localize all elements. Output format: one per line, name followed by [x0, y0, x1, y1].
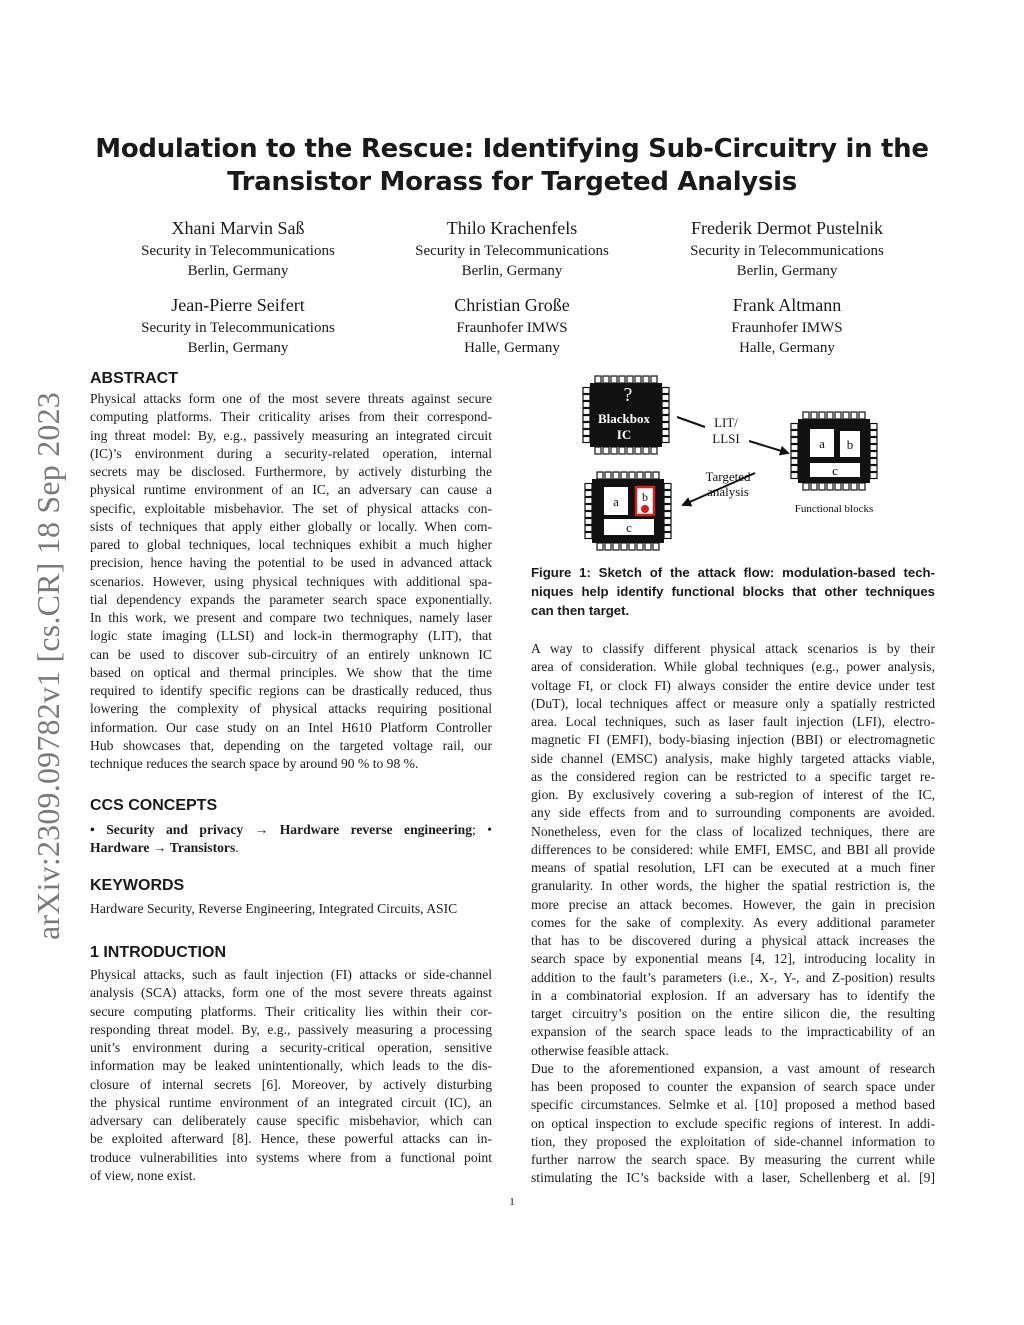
text-line: sists of techniques that apply either globally or locally. When com- — [90, 518, 492, 534]
text-line: voltage FI, or clock FI) always consider the entire device under test — [531, 677, 935, 693]
text-line: can then target. — [531, 603, 630, 618]
ccs-arrow: → — [243, 822, 280, 837]
page-number: 1 — [509, 1196, 515, 1208]
target-dot-icon — [641, 505, 649, 513]
text-line: (DuT), local techniques affect or measure only a spatially restricted — [531, 695, 935, 711]
chip-pin — [662, 388, 669, 394]
text-line: any side effects from and to surrounding components are avoided. — [531, 805, 935, 821]
text-line: computing platforms. Their criticality arises from their correspond- — [90, 409, 492, 425]
chip-pin — [843, 412, 849, 419]
chip-pin — [637, 472, 643, 479]
ccs-arrow: → — [149, 840, 170, 856]
chip-pin — [629, 472, 635, 479]
chip-pin — [662, 402, 669, 408]
intro-body-continued — [531, 640, 935, 1188]
block-c-label: c — [832, 463, 838, 478]
targeted-label-2: analysis — [707, 484, 749, 499]
chip-pin — [583, 409, 590, 415]
text-line: addition to the fault’s parameters (i.e., X-, Y-, and Z-position) results — [531, 969, 935, 985]
author-name: Frank Altmann — [732, 295, 842, 315]
text-line: of view, none exist. — [90, 1167, 196, 1183]
abstract-body — [90, 390, 492, 773]
text-line: side channel (EMSC) analysis, make highly targeted attacks viable, — [531, 750, 935, 766]
chip-pin — [662, 437, 669, 443]
text-line: in a combinatorial explosion. If an adversary has to identify the — [531, 987, 935, 1003]
block-a-label: a — [613, 494, 619, 509]
chip-pin — [827, 483, 833, 490]
chip-pin — [870, 466, 877, 472]
ccs-body — [90, 821, 492, 858]
text-line: area. Local techniques, such as laser fault injection (LFI), electro- — [531, 714, 935, 729]
chip-pin — [595, 447, 601, 454]
text-line: technique reduces the search space by around 90 % to 98 %. — [90, 756, 419, 771]
text-line: A way to classify different physical attack scenarios is by their — [531, 641, 935, 656]
chip-pin — [662, 416, 669, 422]
text-line: be exploited afterward [8]. Hence, these powerful attacks can in- — [90, 1131, 492, 1147]
chip-pin — [664, 512, 671, 518]
arrow-to-functional — [749, 441, 788, 453]
author-block — [372, 293, 652, 358]
author-name: Thilo Krachenfels — [446, 218, 578, 238]
chip-pin — [645, 472, 651, 479]
text-line: closure of internal secrets [6]. Moreover, by actively disturbing — [90, 1076, 492, 1092]
text-line: can be used to discover sub-circuitry of an entirely unknown IC — [90, 646, 492, 662]
text-line: niques help identify functional blocks that other techniques — [531, 584, 935, 599]
ccs-term: Hardware — [90, 840, 150, 856]
text-line: Physical attacks form one of the most severe threats against secure — [90, 391, 492, 406]
chip-pin — [811, 412, 817, 419]
block-a-label: a — [819, 436, 825, 451]
chip-pin — [619, 376, 625, 383]
text-line: tion, they proposed the exploitation of side-channel information to — [531, 1133, 935, 1149]
keywords-text: Hardware Security, Reverse Engineering, Integrated Circuits, ASIC — [90, 901, 458, 916]
author-affiliation: Security in Telecommunications — [690, 243, 884, 259]
text-line: target circuitry’s position on the entire silicon die, the resulting — [531, 1006, 935, 1021]
chip-pin — [585, 491, 592, 497]
text-line: granularity. In other words, the higher the spatial restriction is, the — [531, 878, 935, 894]
chip-pin — [613, 472, 619, 479]
ccs-term: Hardware reverse engineering — [279, 822, 472, 837]
title-line-1: Modulation to the Rescue: Identifying Sub-Circuitry in the — [95, 134, 929, 164]
author-affiliation: Fraunhofer IMWS — [731, 320, 843, 336]
blackbox-label-2: IC — [616, 427, 632, 442]
text-line: search space by exponential means [4, 12], introducing locality in — [531, 951, 935, 967]
author-affiliation: Security in Telecommunications — [415, 243, 609, 259]
text-line: tial dependency expands the parameter search space exponentially. — [90, 591, 492, 607]
chip-pin — [595, 376, 601, 383]
chip-pin — [635, 376, 641, 383]
intro-heading: 1 INTRODUCTION — [90, 944, 226, 961]
chip-pin — [859, 483, 865, 490]
chip-pin — [585, 519, 592, 525]
chip-pin — [870, 431, 877, 437]
chip-pin — [585, 526, 592, 532]
chip-pin — [851, 483, 857, 490]
chip-pin — [662, 395, 669, 401]
chip-pin — [585, 484, 592, 490]
ccs-term: Transistors — [169, 840, 236, 856]
chip-pin — [819, 412, 825, 419]
chip-pin — [583, 437, 590, 443]
text-line: gion. By exclusively covering a sub-region of interest of the IC, — [531, 787, 935, 802]
chip-pin — [605, 543, 611, 550]
chip-pin — [603, 376, 609, 383]
lit-label-1: LIT/ — [714, 415, 738, 430]
author-name: Christian Große — [454, 295, 570, 315]
chip-pin — [583, 430, 590, 436]
chip-pin — [613, 543, 619, 550]
chip-pin — [662, 423, 669, 429]
chip-pin — [583, 395, 590, 401]
chip-pin — [859, 412, 865, 419]
chip-pin — [662, 409, 669, 415]
chip-pin — [664, 526, 671, 532]
text-line: Hub showcases that, depending on the targeted voltage rail, our — [90, 737, 492, 753]
chip-pin — [585, 512, 592, 518]
chip-pin — [803, 483, 809, 490]
chip-pin — [870, 473, 877, 479]
text-line: the physical runtime environment of an integrated circuit (IC), an — [90, 1094, 492, 1110]
chip-pin — [645, 543, 651, 550]
chip-pin — [791, 438, 798, 444]
text-line: means of spatial resolution, LFI can be executed at a much finer — [531, 860, 935, 875]
chip-pin — [653, 472, 659, 479]
chip-pin — [583, 416, 590, 422]
chip-pin — [803, 412, 809, 419]
ccs-separator: ; • — [472, 822, 492, 837]
chip-pin — [835, 483, 841, 490]
chip-pin — [851, 412, 857, 419]
chip-pin — [791, 452, 798, 458]
author-location: Berlin, Germany — [187, 340, 289, 356]
arrow-line-to-lit — [677, 417, 705, 427]
chip-pin — [605, 472, 611, 479]
author-location: Halle, Germany — [464, 340, 560, 356]
chip-pin — [664, 498, 671, 504]
text-line: expansion of the search space leads to the impracticability of an — [531, 1024, 935, 1040]
block-b-label: b — [846, 437, 854, 452]
chip-pin — [791, 431, 798, 437]
chip-pin — [791, 424, 798, 430]
ccs-line-2 — [90, 839, 492, 857]
author-block — [647, 293, 927, 358]
text-line: analysis (SCA) attacks, form one of the most severe threats against — [90, 985, 492, 1001]
intro-body — [90, 966, 492, 1185]
title-line-2: Transistor Morass for Targeted Analysis — [227, 167, 797, 197]
chip-pin — [791, 466, 798, 472]
text-line: (IC)’s environment during a security-related operation, internal — [90, 445, 492, 461]
text-line: more precise an attack becomes. However, the gain in precision — [531, 896, 935, 912]
text-line: troduce vulnerabilities into systems where from a functional point — [90, 1149, 492, 1165]
author-affiliation: Security in Telecommunications — [141, 320, 335, 336]
keywords-heading: KEYWORDS — [90, 877, 185, 894]
text-line: Physical attacks, such as fault injection (FI) attacks or side-channel — [90, 967, 492, 982]
chip-pin — [664, 484, 671, 490]
text-line: scenarios. However, using physical techniques with additional spa- — [90, 573, 492, 589]
chip-pin — [635, 447, 641, 454]
question-mark: ? — [623, 384, 633, 406]
text-line: In this work, we present and compare two techniques, namely laser — [90, 610, 492, 625]
chip-pin — [819, 483, 825, 490]
chip-pin — [621, 543, 627, 550]
figure-caption — [531, 563, 935, 620]
text-line: that has to be discovered during a physical attack increases the — [531, 933, 935, 948]
author-name: Frederik Dermot Pustelnik — [691, 218, 883, 238]
author-name: Jean-Pierre Seifert — [171, 295, 305, 315]
author-location: Berlin, Germany — [187, 263, 289, 279]
text-line: as the considered region can be restricted to a specific target re- — [531, 768, 935, 784]
author-name: Xhani Marvin Saß — [171, 218, 305, 238]
author-block — [372, 216, 652, 281]
text-line: required to identify specific regions can be drastically reduced, thus — [90, 683, 492, 698]
author-block — [647, 216, 927, 281]
text-line: pared to global techniques, local techniques exhibit a much higher — [90, 537, 492, 552]
text-line: physical runtime environment of an IC, an adversary can cause a — [90, 482, 492, 498]
chip-pin — [585, 505, 592, 511]
targeted-chip — [585, 472, 671, 550]
author-location: Halle, Germany — [739, 340, 835, 356]
chip-pin — [664, 519, 671, 525]
author-affiliation: Fraunhofer IMWS — [456, 320, 568, 336]
chip-pin — [583, 402, 590, 408]
text-line: information. Our case study on an Intel H610 Platform Controller — [90, 719, 492, 735]
author-location: Berlin, Germany — [736, 263, 838, 279]
chip-pin — [870, 438, 877, 444]
chip-pin — [827, 412, 833, 419]
chip-pin — [627, 376, 633, 383]
ccs-heading: CCS CONCEPTS — [90, 797, 218, 814]
author-block — [98, 216, 378, 281]
text-line: ing threat model: By, e.g., passively measuring an integrated circuit — [90, 427, 492, 443]
text-line: secure computing platforms. Their criticality lies within their cor- — [90, 1003, 492, 1019]
chip-pin — [585, 498, 592, 504]
text-line: otherwise feasible attack. — [531, 1042, 669, 1058]
chip-pin — [619, 447, 625, 454]
paper-title — [90, 133, 934, 199]
chip-pin — [791, 473, 798, 479]
text-line: responding threat model. By, e.g., passively measuring a processing — [90, 1021, 492, 1037]
chip-pin — [611, 376, 617, 383]
text-line: based on optical and thermal principles. We show that the time — [90, 664, 492, 680]
functional-chip — [791, 412, 877, 490]
figure-attack-flow — [560, 365, 900, 555]
text-line: further narrow the search space. By measuring the current while — [531, 1152, 935, 1167]
author-location: Berlin, Germany — [461, 263, 563, 279]
text-line: has been proposed to counter the expansion of search space under — [531, 1079, 935, 1094]
text-line: comes for the sake of complexity. As every additional parameter — [531, 914, 935, 930]
abstract-heading: ABSTRACT — [90, 370, 178, 387]
text-line: specific circumstances. Selmke et al. [10] proposed a method based — [531, 1097, 935, 1113]
chip-pin — [627, 447, 633, 454]
chip-pin — [664, 491, 671, 497]
text-line: differences to be considered: while EMFI, EMSC, and BBI all provide — [531, 841, 935, 857]
chip-pin — [870, 452, 877, 458]
ccs-end: . — [235, 840, 239, 856]
ccs-line-1 — [90, 821, 492, 839]
block-c-label: c — [626, 520, 632, 535]
text-line: lowering the complexity of physical attacks requiring positional — [90, 701, 492, 717]
author-affiliation: Security in Telecommunications — [141, 243, 335, 259]
text-line: stimulating the IC’s backside with a laser, Schellenberg et al. [9] — [531, 1170, 935, 1186]
chip-pin — [621, 472, 627, 479]
block-b-label: b — [642, 490, 648, 504]
text-line: area of consideration. While global techniques (e.g., power analysis, — [531, 659, 935, 675]
chip-pin — [637, 543, 643, 550]
keywords-body — [90, 900, 492, 918]
text-line: adversary can deliberately cause specific misbehavior, which can — [90, 1113, 492, 1128]
chip-pin — [870, 424, 877, 430]
chip-pin — [870, 445, 877, 451]
chip-pin — [629, 543, 635, 550]
text-line: precision, hence having the potential to be used in advanced attack — [90, 555, 492, 571]
text-line: specific, exploitable misbehavior. The set of physical attacks con- — [90, 500, 492, 516]
ccs-term: • Security and privacy — [90, 822, 244, 837]
chip-pin — [843, 483, 849, 490]
text-line: Figure 1: Sketch of the attack flow: modulation-based tech- — [531, 565, 935, 580]
chip-pin — [643, 447, 649, 454]
chip-pin — [583, 388, 590, 394]
chip-pin — [811, 483, 817, 490]
chip-pin — [651, 376, 657, 383]
text-line: secrets may be disclosed. Furthermore, by actively disturbing the — [90, 464, 492, 479]
arxiv-stamp: arXiv:2309.09782v1 [cs.CR] 18 Sep 2023 — [30, 391, 66, 940]
author-block — [98, 293, 378, 358]
chip-pin — [791, 459, 798, 465]
functional-blocks-label: Functional blocks — [794, 503, 874, 515]
text-line: unit’s environment during a security-critical operation, sensitive — [90, 1040, 492, 1055]
chip-pin — [603, 447, 609, 454]
chip-pin — [664, 505, 671, 511]
chip-pin — [791, 445, 798, 451]
text-line: Nonetheless, even for the class of localized techniques, there are — [531, 823, 935, 839]
chip-pin — [651, 447, 657, 454]
chip-pin — [585, 533, 592, 539]
text-line: Due to the aforementioned expansion, a vast amount of research — [531, 1060, 935, 1076]
chip-pin — [653, 543, 659, 550]
chip-pin — [643, 376, 649, 383]
text-line: on optical inspection to exclude specific regions of interest. In addi- — [531, 1115, 935, 1131]
blackbox-label-1: Blackbox — [597, 411, 651, 426]
chip-pin — [611, 447, 617, 454]
chip-pin — [597, 472, 603, 479]
chip-pin — [662, 430, 669, 436]
chip-pin — [597, 543, 603, 550]
chip-pin — [583, 423, 590, 429]
text-line: information may be leaked unintentionally, which leads to the dis- — [90, 1058, 492, 1074]
lit-label-2: LLSI — [712, 431, 740, 446]
targeted-label-1: Targeted — [705, 469, 751, 484]
chip-pin — [835, 412, 841, 419]
chip-pin — [664, 533, 671, 539]
text-line: magnetic FI (EMFI), body-biasing injection (BBI) or electromagnetic — [531, 732, 935, 748]
chip-pin — [870, 459, 877, 465]
text-line: logic state imaging (LLSI) and lock-in thermography (LIT), that — [90, 628, 492, 644]
